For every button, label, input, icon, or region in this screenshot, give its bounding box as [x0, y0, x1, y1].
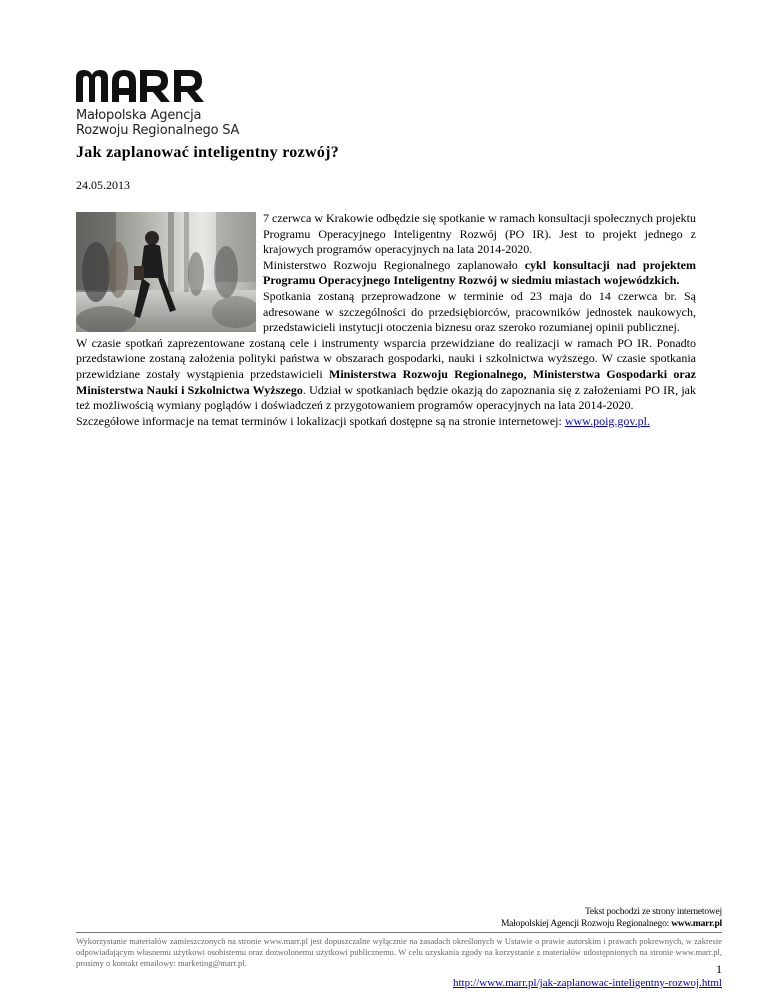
article-paragraph-3: Spotkania zostaną przeprowadzone w terminie od 23 maja do 14 czerwca br. Są adresowane w szczególności do przedsiębiorców, pracowników jednostek naukowych, przedstawicieli instytucji otoczenia biznesu oraz szeroko rozumianej opinii publicznej.: [263, 288, 696, 335]
article-date: 24.05.2013: [76, 178, 130, 192]
credit-site-url: www.marr.pl: [671, 919, 722, 929]
article-body: [76, 211, 696, 429]
paragraph-4-bold: Ministerstwa Rozwoju Regionalnego, Ministerstwa Gospodarki oraz Ministerstwa Nauki i Szkolnictwa Wyższego: [76, 366, 696, 397]
article-paragraph-1: 7 czerwca w Krakowie odbędzie się spotkanie w ramach konsultacji społecznych projektu Programu Operacyjnego Inteligentny Rozwój (PO IR). Jest to projekt jednego z krajowych programów operacyjnych na lata 2014-2020.: [263, 211, 696, 257]
source-url-link[interactable]: http://www.marr.pl/jak-zaplanowac-inteligentny-rozwoj.html: [452, 977, 722, 989]
article-paragraph-5: [76, 414, 696, 430]
source-credit: [501, 906, 722, 930]
logo-line-1: Małopolska Agencja: [76, 108, 202, 123]
paragraph-5-text: Szczegółowe informacje na temat terminów i lokalizacji spotkań dostępne są na stronie internetowej:: [76, 413, 565, 428]
paragraph-2-bold: cykl konsultacji nad projektem Programu Operacyjnego Inteligentny Rozwój w siedmiu miastach wojewódzkich.: [263, 257, 696, 288]
credit-line-1: Tekst pochodzi ze strony internetowej: [584, 907, 722, 917]
photo-spacer: [76, 211, 263, 329]
article-paragraph-4: [76, 336, 696, 414]
logo-line-2: Rozwoju Regionalnego SA: [76, 123, 240, 138]
credit-line-2: [501, 918, 722, 930]
credit-line-2-text: Małopolskiej Agencji Rozwoju Regionalnego:: [500, 919, 672, 929]
footer-divider: [76, 932, 722, 933]
poig-link[interactable]: www.poig.gov.pl.: [564, 413, 650, 428]
logo-subtitle: [76, 108, 239, 138]
paragraph-2-text: Ministerstwo Rozwoju Regionalnego zaplanowało: [263, 257, 525, 272]
page-number: 1: [716, 962, 722, 976]
paragraph-4-text-a: W czasie spotkań zaprezentowane zostaną cele i instrumenty wsparcia przewidziane do realizacji w ramach PO IR. Ponadto przedstawione zostaną założenia polityki państwa w obszarach gospodarki, nauki i szkolnictwa wyższego. W czasie spotkania przewidziane zostały wystąpienia przedstawicieli: [76, 335, 696, 381]
article-title: Jak zaplanować inteligentny rozwój?: [76, 144, 340, 161]
legal-notice: Wykorzystanie materiałów zamieszczonych na stronie www.marr.pl jest dopuszczalne wyłącznie na zasadach określonych w Ustawie o prawie autorskim i prawach pokrewnych, w zakresie odpowiadającym własnemu użytkowi osobistemu oraz dozwolonemu użytkowi publicznemu. W celu uzyskania zgody na korzystanie z materiałów udostępnionych na stronie www.marr.pl, prosimy o kontakt emailowy: marketing@marr.pl.: [76, 936, 722, 968]
marr-wordmark-logo: [76, 68, 212, 104]
paragraph-4-text-c: . Udział w spotkaniach będzie okazją do zapoznania się z założeniami PO IR, jak też możliwością wymiany poglądów i doświadczeń z przygotowaniem programów operacyjnych na lata 2014-2020.: [76, 382, 696, 413]
marr-logo: [76, 68, 240, 138]
